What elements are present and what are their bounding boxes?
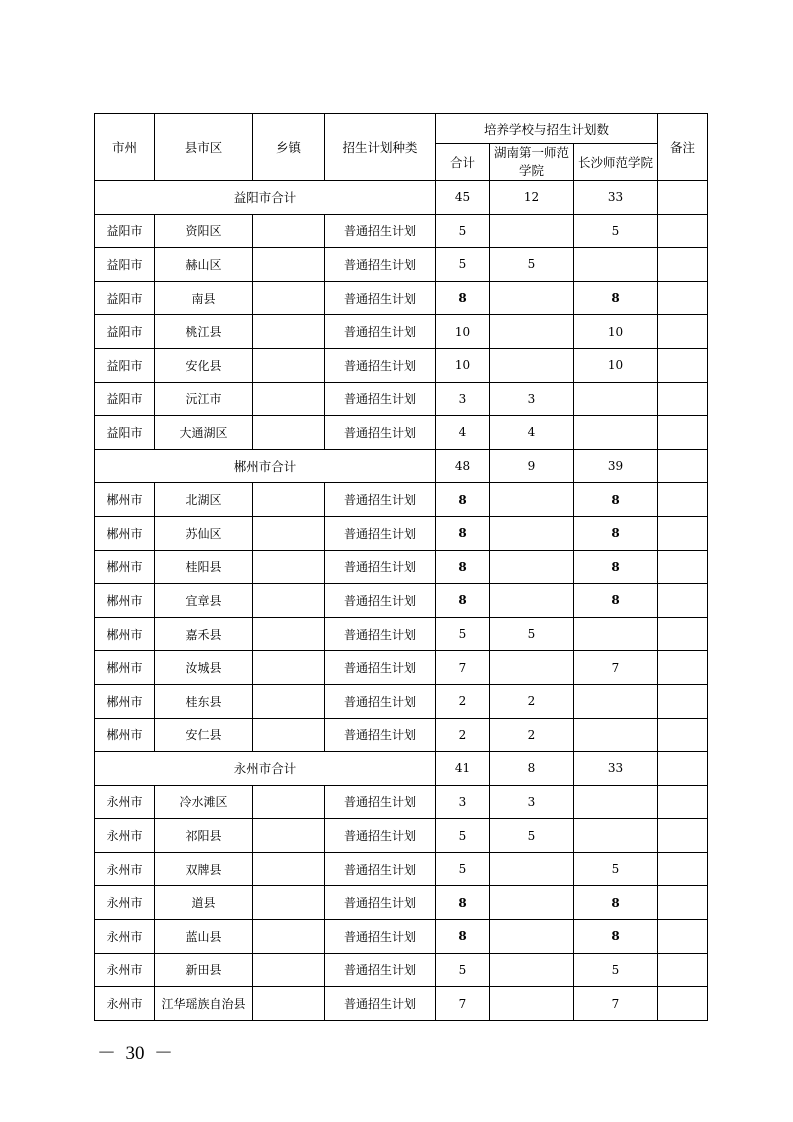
table-row [95,516,708,550]
cell-school-1 [490,651,574,685]
cell-total: 8 [436,920,490,954]
cell-remark [658,651,708,685]
cell-total: 4 [436,416,490,450]
cell-total: 2 [436,684,490,718]
cell-county: 江华瑶族自治县 [155,987,253,1021]
cell-school-1: 2 [490,684,574,718]
subtotal-school-2: 39 [574,449,658,483]
header-total: 合计 [436,144,490,181]
cell-town [253,382,325,416]
cell-plan-type: 普通招生计划 [325,953,436,987]
table-header [95,114,708,181]
table-row [95,987,708,1021]
cell-school-2: 8 [574,920,658,954]
subtotal-school-1: 8 [490,752,574,786]
cell-town [253,953,325,987]
cell-school-1 [490,584,574,618]
cell-remark [658,348,708,382]
cell-school-2: 10 [574,348,658,382]
cell-total: 5 [436,852,490,886]
cell-school-2: 8 [574,550,658,584]
subtotal-remark [658,752,708,786]
cell-town [253,920,325,954]
cell-total: 5 [436,248,490,282]
cell-county: 冷水滩区 [155,785,253,819]
cell-school-1 [490,852,574,886]
cell-plan-type: 普通招生计划 [325,785,436,819]
header-county: 县市区 [155,114,253,181]
cell-school-2: 5 [574,852,658,886]
cell-city: 益阳市 [95,281,155,315]
cell-school-2: 8 [574,584,658,618]
cell-school-2: 8 [574,516,658,550]
cell-county: 汝城县 [155,651,253,685]
cell-total: 5 [436,214,490,248]
cell-remark [658,819,708,853]
cell-city: 郴州市 [95,617,155,651]
table-row [95,382,708,416]
cell-county: 沅江市 [155,382,253,416]
cell-plan-type: 普通招生计划 [325,348,436,382]
cell-school-2 [574,382,658,416]
cell-county: 嘉禾县 [155,617,253,651]
subtotal-label: 郴州市合计 [95,449,436,483]
cell-county: 道县 [155,886,253,920]
cell-school-1 [490,483,574,517]
cell-total: 10 [436,348,490,382]
cell-remark [658,248,708,282]
subtotal-label: 益阳市合计 [95,181,436,215]
cell-city: 永州市 [95,953,155,987]
cell-remark [658,953,708,987]
cell-school-2 [574,718,658,752]
cell-school-2: 10 [574,315,658,349]
cell-school-1 [490,348,574,382]
cell-county: 大通湖区 [155,416,253,450]
cell-town [253,516,325,550]
page-number: － 30 － [97,1043,174,1064]
cell-school-2: 5 [574,214,658,248]
cell-school-2 [574,416,658,450]
cell-county: 北湖区 [155,483,253,517]
cell-remark [658,886,708,920]
subtotal-total: 41 [436,752,490,786]
cell-city: 益阳市 [95,348,155,382]
cell-city: 益阳市 [95,416,155,450]
cell-plan-type: 普通招生计划 [325,281,436,315]
cell-remark [658,483,708,517]
cell-school-2 [574,248,658,282]
cell-city: 永州市 [95,987,155,1021]
subtotal-remark [658,181,708,215]
table-row [95,348,708,382]
cell-school-1 [490,886,574,920]
cell-school-2 [574,617,658,651]
cell-school-1: 5 [490,248,574,282]
cell-plan-type: 普通招生计划 [325,886,436,920]
cell-remark [658,550,708,584]
cell-school-1 [490,920,574,954]
cell-remark [658,516,708,550]
cell-city: 永州市 [95,785,155,819]
cell-remark [658,852,708,886]
cell-plan-type: 普通招生计划 [325,248,436,282]
cell-town [253,819,325,853]
cell-county: 祁阳县 [155,819,253,853]
cell-plan-type: 普通招生计划 [325,584,436,618]
cell-town [253,550,325,584]
cell-remark [658,281,708,315]
table-row [95,416,708,450]
cell-remark [658,214,708,248]
cell-county: 赫山区 [155,248,253,282]
cell-total: 2 [436,718,490,752]
cell-school-2 [574,819,658,853]
table-row [95,584,708,618]
cell-school-2 [574,684,658,718]
cell-county: 桂东县 [155,684,253,718]
cell-city: 永州市 [95,819,155,853]
table-row [95,920,708,954]
table-row [95,852,708,886]
cell-county: 桂阳县 [155,550,253,584]
cell-remark [658,584,708,618]
cell-town [253,886,325,920]
cell-county: 宜章县 [155,584,253,618]
cell-school-1 [490,281,574,315]
subtotal-total: 48 [436,449,490,483]
header-remarks: 备注 [658,114,708,181]
cell-city: 郴州市 [95,684,155,718]
subtotal-row [95,752,708,786]
cell-town [253,651,325,685]
cell-city: 永州市 [95,852,155,886]
cell-school-1: 2 [490,718,574,752]
cell-plan-type: 普通招生计划 [325,651,436,685]
table-row [95,214,708,248]
table-row [95,819,708,853]
table-row [95,315,708,349]
cell-town [253,214,325,248]
cell-plan-type: 普通招生计划 [325,819,436,853]
cell-town [253,248,325,282]
cell-total: 7 [436,651,490,685]
cell-plan-type: 普通招生计划 [325,550,436,584]
cell-remark [658,920,708,954]
cell-city: 郴州市 [95,584,155,618]
table-row [95,684,708,718]
cell-school-2 [574,785,658,819]
cell-school-1: 3 [490,785,574,819]
cell-total: 5 [436,819,490,853]
cell-plan-type: 普通招生计划 [325,987,436,1021]
cell-total: 8 [436,516,490,550]
cell-county: 安化县 [155,348,253,382]
subtotal-row [95,449,708,483]
cell-city: 郴州市 [95,718,155,752]
cell-town [253,416,325,450]
cell-plan-type: 普通招生计划 [325,483,436,517]
cell-school-2: 8 [574,281,658,315]
cell-school-1 [490,214,574,248]
cell-county: 南县 [155,281,253,315]
cell-town [253,785,325,819]
cell-total: 8 [436,886,490,920]
cell-city: 郴州市 [95,651,155,685]
cell-plan-type: 普通招生计划 [325,718,436,752]
table-row [95,886,708,920]
table-row [95,550,708,584]
table-row [95,248,708,282]
subtotal-school-2: 33 [574,752,658,786]
cell-plan-type: 普通招生计划 [325,416,436,450]
cell-plan-type: 普通招生计划 [325,684,436,718]
table-row [95,281,708,315]
cell-city: 永州市 [95,886,155,920]
cell-remark [658,718,708,752]
table-row [95,953,708,987]
cell-total: 5 [436,953,490,987]
cell-remark [658,987,708,1021]
header-plan-type: 招生计划种类 [325,114,436,181]
cell-city: 永州市 [95,920,155,954]
table-row [95,718,708,752]
enrollment-plan-table [94,113,708,1021]
table-row [95,785,708,819]
cell-remark [658,785,708,819]
cell-school-2: 7 [574,987,658,1021]
cell-plan-type: 普通招生计划 [325,214,436,248]
cell-town [253,718,325,752]
cell-school-1 [490,550,574,584]
header-school-1: 湖南第一师范学院 [490,144,574,181]
cell-school-1 [490,315,574,349]
table-row [95,617,708,651]
cell-school-1 [490,516,574,550]
cell-city: 益阳市 [95,248,155,282]
cell-plan-type: 普通招生计划 [325,852,436,886]
cell-plan-type: 普通招生计划 [325,516,436,550]
subtotal-school-1: 9 [490,449,574,483]
header-schools-group: 培养学校与招生计划数 [436,114,658,144]
cell-remark [658,684,708,718]
header-school-2: 长沙师范学院 [574,144,658,181]
cell-school-2: 8 [574,483,658,517]
cell-total: 8 [436,584,490,618]
cell-total: 8 [436,281,490,315]
cell-remark [658,416,708,450]
table-row [95,483,708,517]
cell-county: 双牌县 [155,852,253,886]
cell-county: 苏仙区 [155,516,253,550]
cell-town [253,852,325,886]
subtotal-school-1: 12 [490,181,574,215]
cell-remark [658,617,708,651]
cell-town [253,584,325,618]
cell-school-2: 8 [574,886,658,920]
cell-school-1 [490,953,574,987]
cell-remark [658,382,708,416]
subtotal-school-2: 33 [574,181,658,215]
header-city: 市州 [95,114,155,181]
cell-school-2: 5 [574,953,658,987]
cell-school-2: 7 [574,651,658,685]
cell-city: 郴州市 [95,516,155,550]
cell-total: 10 [436,315,490,349]
cell-total: 3 [436,382,490,416]
cell-plan-type: 普通招生计划 [325,315,436,349]
cell-city: 益阳市 [95,315,155,349]
cell-town [253,684,325,718]
cell-total: 8 [436,483,490,517]
cell-school-1: 4 [490,416,574,450]
cell-plan-type: 普通招生计划 [325,617,436,651]
cell-county: 安仁县 [155,718,253,752]
cell-county: 新田县 [155,953,253,987]
table-row [95,651,708,685]
cell-school-1: 3 [490,382,574,416]
cell-town [253,617,325,651]
cell-total: 3 [436,785,490,819]
header-town: 乡镇 [253,114,325,181]
cell-remark [658,315,708,349]
cell-school-1: 5 [490,617,574,651]
cell-school-1: 5 [490,819,574,853]
cell-town [253,483,325,517]
cell-city: 益阳市 [95,214,155,248]
subtotal-label: 永州市合计 [95,752,436,786]
subtotal-total: 45 [436,181,490,215]
cell-town [253,281,325,315]
cell-plan-type: 普通招生计划 [325,382,436,416]
subtotal-row [95,181,708,215]
cell-total: 7 [436,987,490,1021]
cell-total: 8 [436,550,490,584]
cell-city: 郴州市 [95,550,155,584]
cell-town [253,348,325,382]
table-body [95,181,708,1021]
subtotal-remark [658,449,708,483]
cell-town [253,315,325,349]
cell-town [253,987,325,1021]
cell-city: 郴州市 [95,483,155,517]
cell-school-1 [490,987,574,1021]
cell-plan-type: 普通招生计划 [325,920,436,954]
cell-county: 桃江县 [155,315,253,349]
cell-county: 资阳区 [155,214,253,248]
cell-total: 5 [436,617,490,651]
cell-city: 益阳市 [95,382,155,416]
cell-county: 蓝山县 [155,920,253,954]
